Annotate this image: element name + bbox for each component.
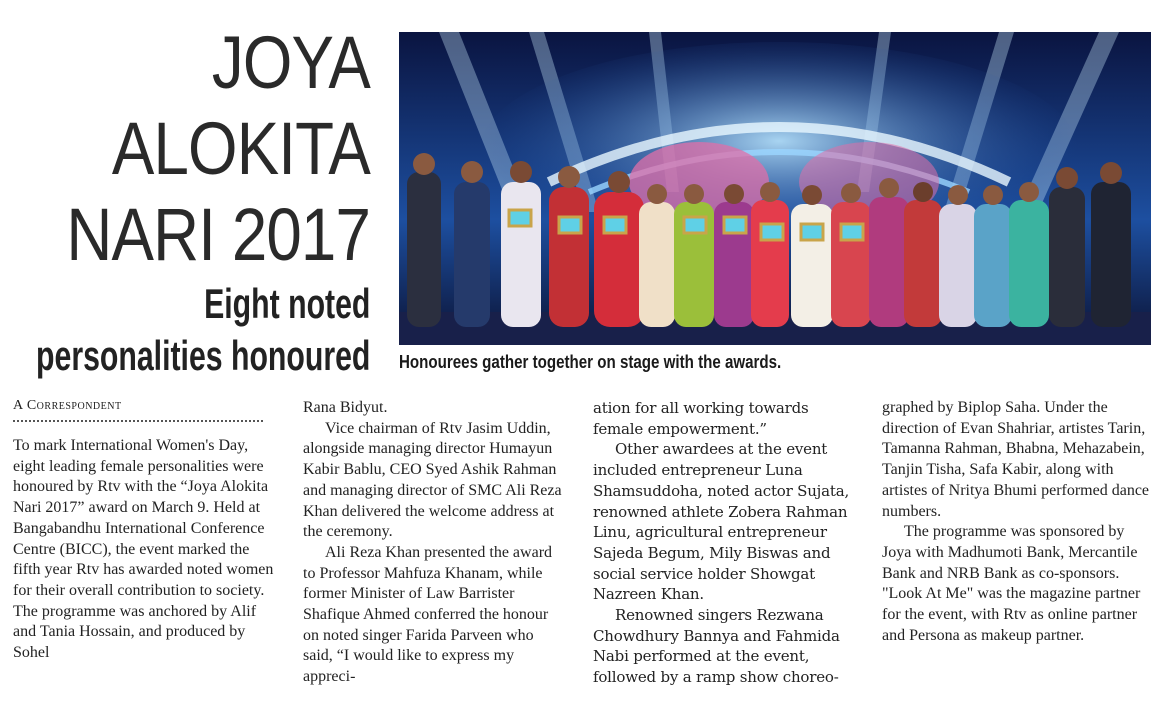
headline-title-line: ALOKITA bbox=[111, 107, 370, 190]
article-paragraph: To mark International Women's Day, eight leading female personalities were honoured by Rtv with the “Joya Alokita Nari 2017” award on March 9. Held at Bangabandhu International Conference Centre (BICC), the event marked the fifth year Rtv has awarded noted women for their overall contribution to society. The programme was anchored by Alif and Tania Hossain, and produced by Sohel bbox=[13, 437, 274, 662]
article-column-1 bbox=[13, 436, 275, 664]
headline-subtitle bbox=[36, 278, 370, 382]
subtitle-line: personalities honoured bbox=[35, 332, 370, 379]
article-paragraph: Vice chairman of Rtv Jasim Uddin, alongside managing director Humayun Kabir Bablu, CEO Syed Ashik Rahman and managing director of SMC Ali Reza Khan delivered the welcome address at the ceremony. bbox=[303, 419, 562, 541]
article-column-3 bbox=[593, 398, 855, 688]
article-paragraph: ation for all working towards female empowerment.” bbox=[593, 399, 809, 438]
headline-title-line: NARI 2017 bbox=[66, 193, 370, 276]
article-paragraph: The programme was sponsored by Joya with Madhumoti Bank, Mercantile Bank and NRB Bank as co-sponsors. "Look At Me" was the magazine partner for the event, with Rtv as online partner and Persona as makeup partner. bbox=[882, 523, 1141, 644]
article-paragraph: Other awardees at the event included entrepreneur Luna Shamsuddoha, noted actor Sujata, renowned athlete Zobera Rahman Linu, agricultural entrepreneur Sajeda Begum, Mily Biswas and social service holder Showgat Nazreen Khan. bbox=[593, 440, 850, 604]
headline-title bbox=[66, 20, 370, 278]
byline-divider bbox=[13, 420, 263, 422]
photo-caption: Honourees gather together on stage with the awards. bbox=[399, 352, 782, 372]
article-paragraph: graphed by Biplop Saha. Under the direction of Evan Shahriar, artistes Tarin, Tamanna Rahman, Bhabna, Mehazabein, Tanjin Tisha, Safa Kabir, along with artistes of Nritya Bhumi performed dance numbers. bbox=[882, 399, 1150, 520]
byline: A Correspondent bbox=[13, 398, 122, 413]
article-column-2 bbox=[303, 398, 565, 688]
article-paragraph: Ali Reza Khan presented the award to Professor Mahfuza Khanam, while former Minister of Law Barrister Shafique Ahmed conferred the honour on noted singer Farida Parveen who said, “I would like to express my appreci- bbox=[303, 543, 553, 686]
stage-photo-illustration bbox=[399, 32, 1151, 345]
subtitle-line: Eight noted bbox=[203, 280, 370, 327]
headline-title-line: JOYA bbox=[211, 21, 370, 104]
article-paragraph: Renowned singers Rezwana Chowdhury Bannya and Fahmida Nabi performed at the event, followed by a ramp show choreo- bbox=[593, 606, 840, 687]
article-column-4 bbox=[882, 398, 1157, 646]
article-paragraph: Rana Bidyut. bbox=[303, 399, 388, 416]
event-photo bbox=[399, 32, 1151, 345]
